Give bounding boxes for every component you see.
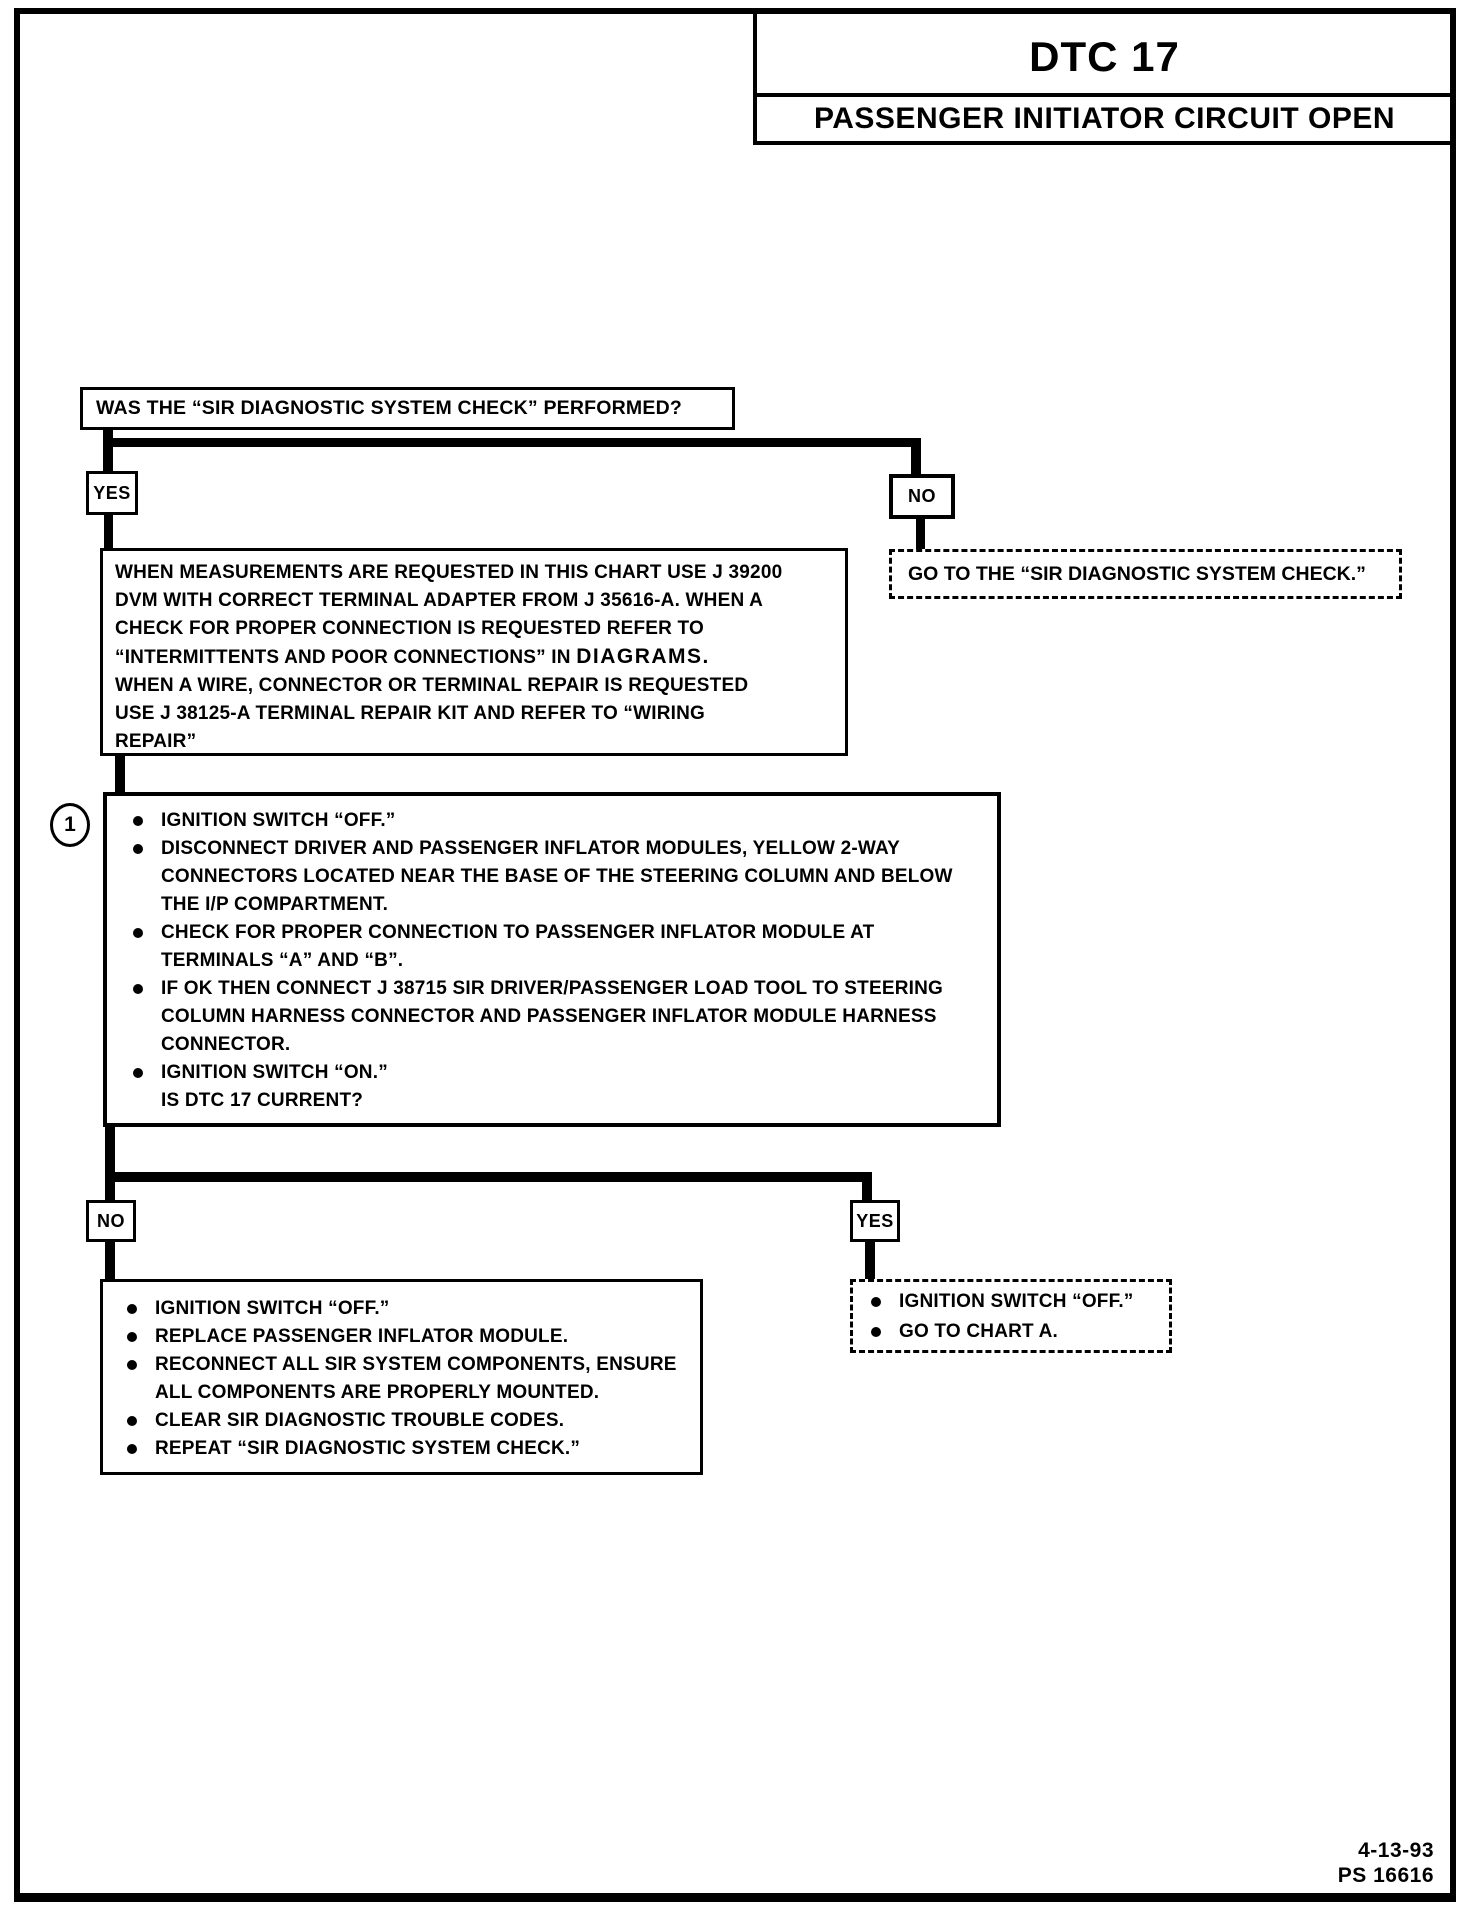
connector-yes2-down [865, 1242, 875, 1280]
bullet-item [115, 1295, 688, 1323]
instruction-box [100, 548, 848, 756]
bullet-text: IGNITION SWITCH “OFF.” [899, 1291, 1134, 1312]
footer-doc-number: PS 16616 [1337, 1864, 1434, 1887]
text-line: REPAIR” [115, 731, 197, 752]
bullet-text: IGNITION SWITCH “OFF.” [155, 1298, 390, 1319]
text-line: WHEN A WIRE, CONNECTOR OR TERMINAL REPAIR IS REQUESTED [115, 675, 749, 696]
bullet-item [121, 835, 983, 919]
step1-box [103, 792, 1001, 1127]
no-result-box [100, 1279, 703, 1475]
bullet-text: GO TO CHART A. [899, 1321, 1059, 1342]
no-label-1: NO [889, 474, 955, 519]
bullet-text: IS DTC 17 CURRENT? [161, 1090, 364, 1111]
bullet-text: RECONNECT ALL SIR SYSTEM COMPONENTS, ENSURE ALL COMPONENTS ARE PROPERLY MOUNTED. [155, 1354, 677, 1403]
bullet-icon [121, 1059, 161, 1087]
bullet-item [115, 1435, 688, 1463]
bullet-icon [121, 835, 161, 919]
yes-label-2: YES [850, 1200, 900, 1242]
question-box: WAS THE “SIR DIAGNOSTIC SYSTEM CHECK” PERFORMED? [80, 387, 735, 430]
bullet-icon [115, 1323, 155, 1351]
bullet-text: REPLACE PASSENGER INFLATOR MODULE. [155, 1326, 569, 1347]
connector-branch2-to-yes [862, 1172, 872, 1202]
bullet-text: CLEAR SIR DIAGNOSTIC TROUBLE CODES. [155, 1410, 565, 1431]
text-line: USE J 38125-A TERMINAL REPAIR KIT AND REFER TO “WIRING [115, 703, 706, 724]
bullet-icon [115, 1295, 155, 1323]
page-title: DTC 17 [1029, 33, 1180, 80]
text-line: CHECK FOR PROPER CONNECTION IS REQUESTED REFER TO [115, 618, 705, 639]
yes-label-1: YES [86, 471, 138, 515]
bullet-icon [121, 919, 161, 975]
bullet-item [121, 975, 983, 1059]
footer-date: 4-13-93 [1358, 1839, 1434, 1862]
connector-step1-to-no2 [105, 1126, 115, 1202]
bullet-text: IGNITION SWITCH “OFF.” [161, 810, 396, 831]
bullet-icon [115, 1407, 155, 1435]
connector-branch2-horizontal [105, 1172, 872, 1182]
bullet-text: CHECK FOR PROPER CONNECTION TO PASSENGER INFLATOR MODULE AT TERMINALS “A” AND “B”. [161, 922, 875, 971]
connector-instruction-to-step1 [115, 754, 125, 794]
bullet-spacer [121, 1087, 161, 1115]
text-line: WHEN MEASUREMENTS ARE REQUESTED IN THIS CHART USE J 39200 [115, 562, 783, 583]
bullet-text: IF OK THEN CONNECT J 38715 SIR DRIVER/PASSENGER LOAD TOOL TO STEERING COLUMN HARNESS CONNECTOR AND PASSENGER INFLATOR MODULE HARNESS CONNECTOR. [161, 978, 944, 1055]
yes-result-box [850, 1279, 1172, 1353]
no-label-2: NO [86, 1200, 136, 1242]
connector-no1-down [916, 519, 925, 551]
bullet-icon [859, 1287, 899, 1317]
bullet-item [121, 1087, 983, 1115]
bullet-text: IGNITION SWITCH “ON.” [161, 1062, 388, 1083]
bullet-item [121, 807, 983, 835]
footer-stamp [1338, 1838, 1434, 1888]
bullet-item [115, 1323, 688, 1351]
connector-branch1-to-no [911, 438, 921, 476]
bullet-item [859, 1287, 1163, 1317]
bullet-item [115, 1407, 688, 1435]
bullet-icon [115, 1435, 155, 1463]
connector-no2-down [105, 1242, 115, 1280]
bullet-icon [121, 807, 161, 835]
connector-branch1-horizontal [103, 438, 921, 447]
text-line: “INTERMITTENTS AND POOR CONNECTIONS” IN DIAGRAMS. [115, 645, 710, 668]
connector-question-to-yes [103, 428, 113, 474]
page-subtitle: PASSENGER INITIATOR CIRCUIT OPEN [753, 93, 1456, 145]
bullet-icon [859, 1317, 899, 1347]
connector-yes1-down [104, 515, 113, 550]
bullet-icon [115, 1351, 155, 1407]
bullet-item [121, 919, 983, 975]
bullet-item [859, 1317, 1163, 1347]
bullet-item [121, 1059, 983, 1087]
bullet-icon [121, 975, 161, 1059]
bullet-text: REPEAT “SIR DIAGNOSTIC SYSTEM CHECK.” [155, 1438, 581, 1459]
bullet-text: DISCONNECT DRIVER AND PASSENGER INFLATOR MODULES, YELLOW 2-WAY CONNECTORS LOCATED NEAR THE BASE OF THE STEERING COLUMN AND BELOW THE I/P COMPARTMENT. [161, 838, 953, 915]
bullet-item [115, 1351, 688, 1407]
step-number-circle: 1 [50, 803, 90, 847]
text-line: DVM WITH CORRECT TERMINAL ADAPTER FROM J 35616-A. WHEN A [115, 590, 764, 611]
goto-sir-check-box: GO TO THE “SIR DIAGNOSTIC SYSTEM CHECK.” [889, 549, 1402, 599]
